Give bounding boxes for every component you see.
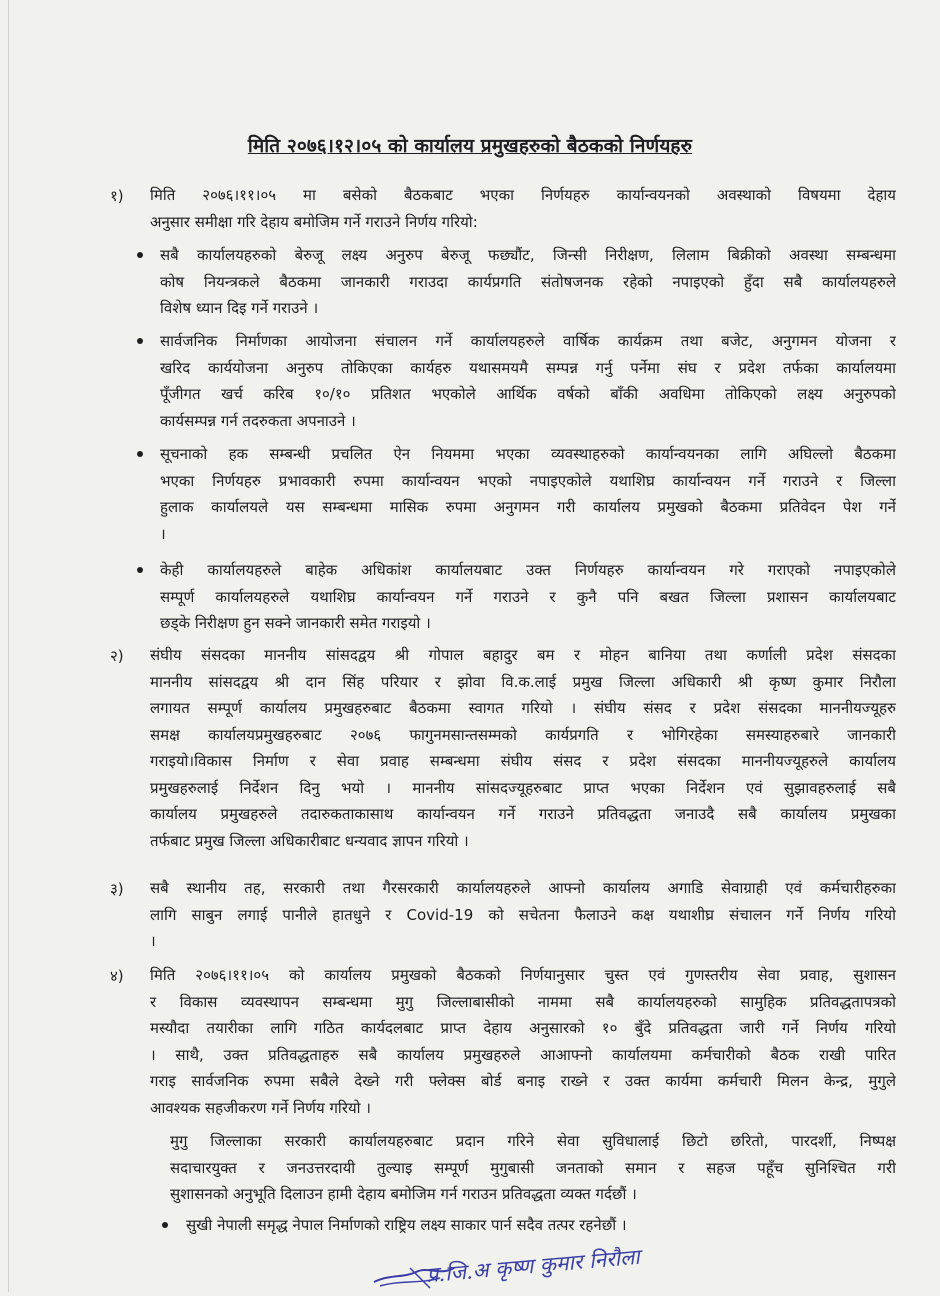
- bullet-text: [160, 557, 896, 637]
- bullet-dot-icon: [137, 252, 143, 258]
- bullet-dot-icon: [162, 1222, 168, 1228]
- text-line: सूचनाको हक सम्बन्धी प्रचलित ऐन नियममा भएका व्यवस्थाहरुको कार्यान्वयनका लागि अघिल्लो बैठकमा: [160, 445, 896, 463]
- item-text: [150, 962, 896, 1121]
- item-number: १): [110, 187, 124, 205]
- bullet-text: [160, 242, 896, 322]
- bullet-dot-icon: [137, 567, 143, 573]
- signature-text: प्र.जि.अ कृष्ण कुमार निरौला: [425, 1244, 641, 1288]
- bullet-text: [160, 328, 896, 434]
- text-line: प्रमुखहरुलाई निर्देशन दिनु भयो । माननीय सांसदज्यूहरुबाट प्राप्त भएका निर्देशन एवं सुझावहरुलाई सबै: [150, 778, 896, 797]
- text-line: समक्ष कार्यालयप्रमुखहरुबाट २०७६ फागुनमसान्तसम्मको कार्यप्रगति र भोगिरहेका समस्याहरुबारे जानकारी: [150, 725, 896, 744]
- text-line: मिति २०७६।११।०५ को कार्यालय प्रमुखको बैठकको निर्णयानुसार चुस्त एवं गुणस्तरीय सेवा प्रवाह, सुशासन: [150, 966, 896, 984]
- item-number: २): [110, 647, 124, 665]
- bullet-dot-icon: [137, 338, 143, 344]
- item-text: [150, 642, 896, 854]
- bullet-dot-icon: [137, 451, 143, 457]
- text-line: मस्यौदा तयारीका लागि गठित कार्यदलबाट प्राप्त देहाय अनुसारको १० बुँदे प्रतिवद्धता जारी गर्ने निर्णय गरियो: [150, 1019, 896, 1037]
- text-line: केही कार्यालयहरुले बाहेक अधिकांश कार्यालयबाट उक्त निर्णयहरु कार्यान्वयन गरे गराएको नपाइएकोले: [160, 561, 896, 579]
- bullet-text: [160, 441, 896, 547]
- text-line: लागि साबुन लगाई पानीले हातधुने र Covid-19 को सचेतना फैलाउने कक्ष यथाशीघ्र संचालन गर्ने निर्णय गरियो: [150, 905, 896, 924]
- text-line: सार्वजनिक निर्माणका आयोजना संचालन गर्ने कार्यालयहरुले वार्षिक कार्यक्रम तथा बजेट, अनुगमन योजना र: [160, 332, 896, 350]
- text-line: मुगु जिल्लाका सरकारी कार्यालयहरुबाट प्रदान गरिने सेवा सुविधालाई छिटो छरितो, पारदर्शी, निष्पक्ष: [170, 1132, 896, 1150]
- text-line: गराइ सार्वजनिक रुपमा सबैले देख्ने गरी फ्लेक्स बोर्ड बनाइ राख्ने र उक्त कार्यमा कर्मचारी मिलन केन्द्र, मुगुले: [150, 1072, 896, 1090]
- text-line: मिति २०७६।११।०५ मा बसेको बैठकबाट भएका निर्णयहरु कार्यान्वयनको अवस्थाको विषयमा देहाय: [150, 186, 896, 204]
- text-line: भएका निर्णयहरु प्रभावकारी रुपमा कार्यान्वयन भएको नपाइएकोले यथाशिघ्र कार्यान्वयन गर्ने गराउने र जिल्ला: [160, 471, 896, 490]
- text-line: तर्फबाट प्रमुख जिल्ला अधिकारीबाट धन्यवाद ज्ञापन गरियो ।: [150, 831, 469, 850]
- text-line: कार्यालय प्रमुखहरुले तदारुकताकासाथ कार्यान्वयन गर्ने गराउने प्रतिवद्धता जनाउदै सबै कार्यालय प्रमुखका: [150, 805, 896, 823]
- text-line: सदाचारयुक्त र जनउत्तरदायी तुल्याइ सम्पूर्ण मुगुबासी जनताको समान र सहज पहूँच सुनिश्चित गरी: [170, 1158, 896, 1177]
- text-line: विशेष ध्यान दिइ गर्ने गराउने ।: [160, 299, 319, 317]
- text-line: । साथै, उक्त प्रतिवद्धताहरु सबै कार्यालय प्रमुखहरुले आआफ्नो कार्यालयमा कर्मचारीको बैठक राखी पारित: [150, 1045, 896, 1064]
- text-line: ।: [160, 524, 166, 543]
- text-line: हुलाक कार्यालयले यस सम्बन्धमा मासिक रुपमा अनुगमन गरी कार्यालय प्रमुखको बैठकमा प्रतिवेदन पेश गर्ने: [160, 498, 896, 516]
- text-line: गराइयो।विकास निर्माण र सेवा प्रवाह सम्बन्धमा संघीय संसद र प्रदेश संसदका माननीयज्यूहरुले कार्यालय: [150, 752, 896, 770]
- text-line: सुखी नेपाली समृद्ध नेपाल निर्माणको राष्ट्रिय लक्ष्य साकार पार्न सदैव तत्पर रहनेछौं ।: [186, 1216, 627, 1234]
- handwritten-signature: [370, 1244, 660, 1292]
- text-line: आवश्यक सहजीकरण गर्ने निर्णय गरियो ।: [150, 1098, 371, 1117]
- item-text: [150, 182, 896, 235]
- text-line: अनुसार समीक्षा गरि देहाय बमोजिम गर्ने गराउने निर्णय गरियो:: [150, 212, 478, 231]
- item-number: ३): [110, 880, 124, 898]
- text-line: सम्पूर्ण कार्यालयहरुले यथाशिघ्र कार्यान्वयन गर्ने गराउने र कुनै पनि बखत जिल्ला प्रशासन कार्यालयबाट: [160, 587, 896, 606]
- text-line: खरिद कार्ययोजना अनुरुप तोकिएका कार्यहरु यथासमयमै सम्पन्न गर्नु पर्नेमा संघ र प्रदेश तर्फका कार्यालयमा: [160, 358, 896, 377]
- item-text: [150, 875, 896, 955]
- text-line: लगायत सम्पूर्ण कार्यालय प्रमुखहरुबाट बैठकमा स्वागत गरियो । संघीय संसद र प्रदेश संसदका माननीयज्यूहरु: [150, 699, 896, 717]
- text-line: र विकास व्यवस्थापन सम्बन्धमा मुगु जिल्लाबासीको नाममा सबै कार्यालयहरुको सामुहिक प्रतिवद्धतापत्रको: [150, 992, 896, 1011]
- text-line: कोष नियन्त्रकले बैठकमा जानकारी गराउदा कार्यप्रगति संतोषजनक रहेको नपाइएको हुँदा सबै कार्यालयहरुले: [160, 272, 896, 291]
- text-line: माननीय सांसदद्वय श्री दान सिंह परियार र झोवा वि.क.लाई प्रमुख जिल्ला अधिकारी श्री कृष्ण कुमार निरौला: [150, 672, 896, 691]
- text-line: पूँजीगत खर्च करिब १०/१० प्रतिशत भएकोले आर्थिक वर्षको बाँकी अवधिमा तोकिएको लक्ष्य अनुरुपको: [160, 385, 896, 403]
- text-line: छड्के निरीक्षण हुन सक्ने जानकारी समेत गराइयो ।: [160, 614, 431, 632]
- text-line: ।: [150, 932, 156, 950]
- text-line: सबै कार्यालयहरुको बेरुजू लक्ष्य अनुरुप बेरुजू फछ्यौंट, जिन्सी निरीक्षण, लिलाम बिक्रीको अवस्था सम्बन्धमा: [160, 246, 896, 264]
- text-line: सबै स्थानीय तह, सरकारी तथा गैरसरकारी कार्यालयहरुले आफ्नो कार्यालय अगाडि सेवाग्राही एवं कर्मचारीहरुका: [150, 879, 896, 897]
- text-line: कार्यसम्पन्न गर्न तदरुकता अपनाउने ।: [160, 411, 356, 430]
- text-line: सुशासनको अनुभूति दिलाउन हामी देहाय बमोजिम गर्न गराउन प्रतिवद्धता व्यक्त गर्दछौं ।: [170, 1185, 637, 1203]
- document-title: मिति २०७६।१२।०५ को कार्यालय प्रमुखहरुको बैठकको निर्णयहरु: [247, 135, 693, 157]
- bullet-text: [186, 1212, 786, 1239]
- text-line: संघीय संसदका माननीय सांसदद्वय श्री गोपाल बहादुर बम र मोहन बानिया तथा कर्णाली प्रदेश संसदका: [150, 646, 896, 664]
- commitment-paragraph: [170, 1128, 896, 1208]
- scan-edge-line: [8, 0, 9, 1292]
- item-number: ४): [110, 967, 124, 985]
